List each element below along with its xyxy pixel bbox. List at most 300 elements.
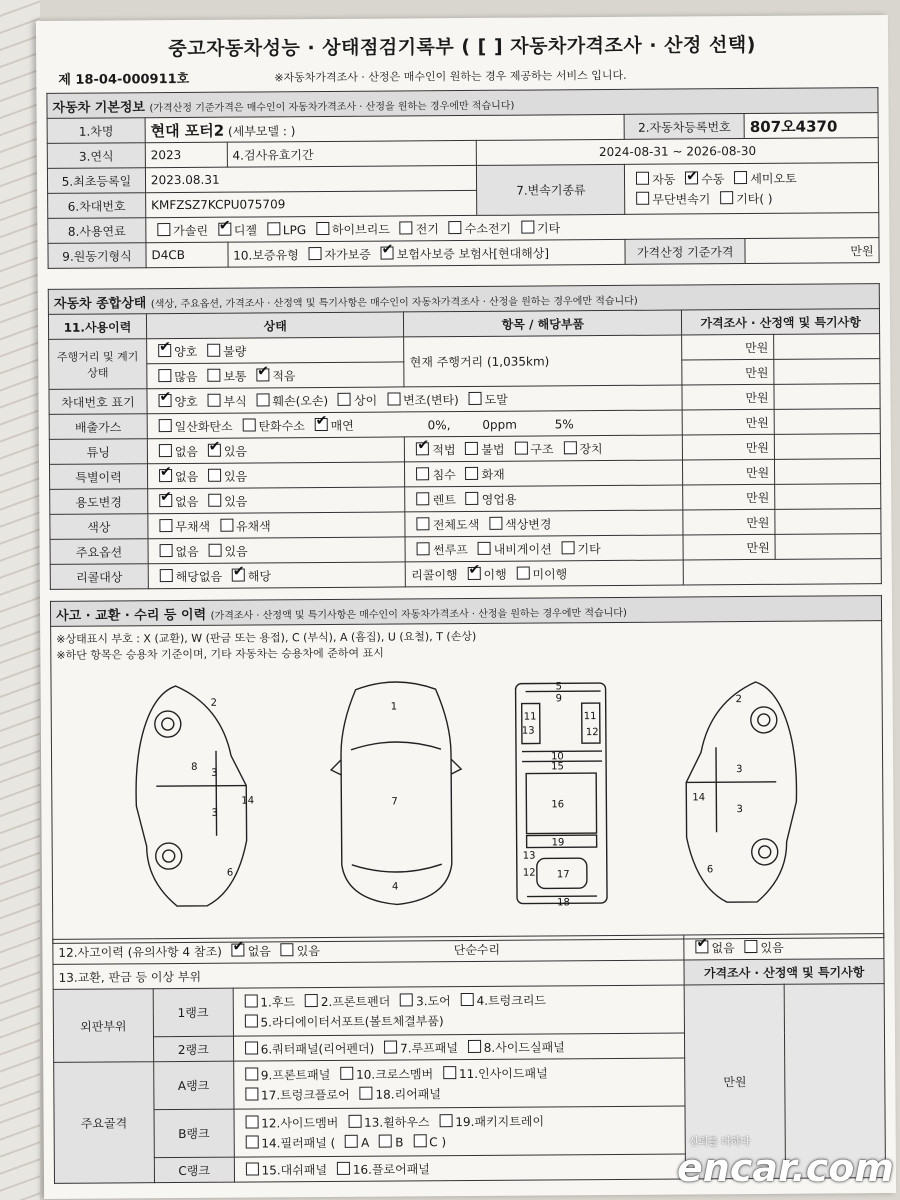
part-number-8-left: 8	[191, 761, 198, 773]
accident-label: 12.사고이력 (유의사항 4 참조)	[58, 944, 222, 960]
emission-smoke: 매연	[330, 418, 354, 433]
checkbox-recall-not-done[interactable]	[516, 566, 529, 579]
pillar-c: C )	[429, 1134, 447, 1149]
checkbox-flood[interactable]	[416, 467, 429, 480]
rankC-items	[234, 1154, 686, 1182]
tuning-none: 없음	[174, 444, 199, 459]
part-number-7: 7	[391, 796, 398, 808]
part-number-3b-right: 3	[736, 804, 743, 816]
vin-mismatch: 상이	[353, 393, 378, 408]
checkbox-color-change[interactable]	[489, 516, 502, 529]
insurer-name: 보험사[현대해상]	[458, 245, 550, 261]
inspection-record-sheet	[36, 15, 896, 1199]
checkbox-dash-panel[interactable]	[245, 1162, 258, 1175]
vin-note	[774, 384, 880, 410]
trans-opt-auto: 자동	[652, 172, 676, 187]
exchange-price-col: 가격조사 · 산정액 및 특기사항	[684, 959, 884, 985]
checkbox-vin-mismatch[interactable]	[338, 392, 351, 405]
tuning-illegal: 불법	[481, 442, 505, 457]
background-edge	[0, 0, 40, 1200]
vin-price-unit: 만원	[682, 384, 774, 410]
part-number-14-right: 14	[692, 792, 706, 804]
part-inside-panel: 11.인사이드패널	[458, 1065, 548, 1081]
use-change-rent: 렌트	[432, 492, 456, 507]
checkbox-achromatic[interactable]	[159, 519, 172, 532]
accident-none: 없음	[247, 943, 271, 959]
part-number-12-rear-left: 12	[522, 867, 536, 879]
checkbox-use-change-yes[interactable]	[208, 493, 221, 506]
car-name: 현대 포터2	[150, 121, 225, 140]
checkbox-navigation[interactable]	[478, 541, 491, 554]
basic-info-table	[46, 87, 879, 269]
pillar-b: B	[395, 1134, 404, 1150]
tuning-legal: 적법	[432, 442, 456, 457]
checkbox-recall-na[interactable]	[160, 569, 173, 582]
mileage-normal: 보통	[223, 369, 247, 384]
emission-co-value: 0%,	[427, 417, 451, 432]
warranty-insurer: 보험사보증	[396, 246, 455, 261]
recall-done-no: 미이행	[532, 566, 568, 582]
checkbox-lpg[interactable]	[267, 222, 280, 235]
mileage-high: 많음	[174, 369, 198, 384]
part-number-3b-left: 3	[211, 807, 218, 819]
trans-opt-semi: 세미오토	[750, 171, 797, 186]
special-none: 없음	[174, 469, 199, 484]
checkbox-smoke[interactable]	[315, 417, 328, 430]
color-state	[148, 512, 406, 539]
checkbox-radiator-support[interactable]	[244, 1014, 257, 1027]
document-title: 중고자동차성능 · 상태점검기록부 ( [ ] 자동차가격조사 · 산정 선택)	[168, 33, 756, 61]
mileage-label: 주행거리 및 계기상태	[49, 339, 147, 390]
checkbox-full-paint[interactable]	[417, 517, 430, 530]
checkbox-door[interactable]	[400, 993, 413, 1006]
rankC-label: C랭크	[154, 1157, 234, 1183]
emission-co: 일산화탄소	[174, 419, 233, 434]
engine-value: D4CB	[146, 242, 228, 268]
checkbox-tuning-yes[interactable]	[208, 443, 221, 456]
fuel-electric: 전기	[415, 221, 439, 236]
fuel-lpg: LPG	[282, 222, 307, 237]
document-number: 제 18-04-000911호	[58, 71, 190, 88]
recall-label: 리콜대상	[50, 564, 148, 590]
special-label: 특별이력	[49, 464, 147, 490]
part-rear-panel: 18.리어패널	[375, 1086, 441, 1102]
tuning-items	[405, 435, 683, 462]
use-change-items	[405, 485, 683, 512]
checkbox-option-yes[interactable]	[208, 543, 221, 556]
warranty-label: 10.보증유형	[233, 247, 299, 263]
option-items	[405, 535, 683, 562]
price-basis-unit: 만원	[745, 238, 879, 264]
checkbox-accident-none[interactable]	[232, 943, 245, 956]
checkbox-hc[interactable]	[242, 418, 255, 431]
rank1-items	[233, 985, 685, 1036]
overall-section-note: (색상, 주요옵션, 가격조사 · 산정액 및 특기사항은 매수인이 자동차가격조사 · 산정을 원하는 경우에만 적습니다)	[150, 295, 638, 310]
right-front-wheel	[751, 707, 777, 733]
rankA-label: A랭크	[153, 1061, 233, 1110]
trans-options	[625, 163, 879, 215]
tuning-yes: 있음	[223, 444, 248, 459]
vin-corrosion: 부식	[223, 394, 247, 409]
rank2-label: 2랭크	[153, 1036, 233, 1062]
checkbox-electric[interactable]	[400, 221, 413, 234]
rankB-items	[234, 1106, 686, 1157]
tuning-price-unit: 만원	[682, 434, 774, 460]
reg-no-label: 2.자동차등록번호	[624, 114, 744, 140]
mileage-note-1	[774, 334, 880, 360]
special-note	[775, 459, 881, 485]
part-number-1: 1	[390, 701, 398, 713]
trans-opt-other: 기타( )	[736, 191, 773, 206]
accident-yes: 있음	[296, 943, 320, 958]
part-number-12-front-right: 12	[585, 727, 599, 739]
checkbox-self-warranty[interactable]	[308, 247, 321, 260]
recall-yes: 해당	[247, 568, 272, 584]
mileage-state-1	[147, 337, 405, 364]
part-radiator-support: 5.라디에이터서포트(볼트체결부품)	[260, 1013, 444, 1029]
part-front-panel: 9.프론트패널	[260, 1067, 331, 1082]
part-number-17: 17	[556, 869, 570, 881]
emission-price-unit: 만원	[682, 409, 774, 435]
year-value: 2023	[145, 142, 227, 168]
part-number-13-front-left: 13	[521, 725, 535, 737]
checkbox-tuning-illegal[interactable]	[465, 441, 478, 454]
recall-done	[406, 560, 684, 587]
special-price-unit: 만원	[683, 459, 775, 485]
part-number-3-right: 3	[736, 764, 743, 776]
checkbox-vin-good[interactable]	[158, 394, 171, 407]
checkbox-package-tray[interactable]	[439, 1114, 452, 1127]
part-number-16: 16	[551, 799, 565, 811]
exchange-price-unit: 만원	[684, 984, 785, 1179]
part-quarter-panel: 6.쿼터패널(리어펜더)	[260, 1041, 375, 1056]
col-state: 상태	[146, 312, 404, 339]
part-hood: 1.후드	[260, 994, 296, 1009]
recall-done-label: 리콜이행	[411, 567, 458, 582]
mileage-good: 양호	[174, 344, 198, 359]
rank2-items	[233, 1033, 685, 1061]
checkbox-option-none[interactable]	[159, 544, 172, 557]
fuel-diesel: 디젤	[233, 222, 258, 238]
checkbox-pillar-panel[interactable]	[245, 1135, 258, 1148]
special-items	[405, 460, 683, 487]
checkbox-tuning-legal[interactable]	[416, 442, 429, 455]
col-price: 가격조사 · 산정액 및 특기사항	[682, 309, 880, 335]
color-full-paint: 전체도색	[432, 517, 480, 532]
part-number-6-left: 6	[226, 867, 234, 879]
part-number-11-left: 11	[523, 711, 537, 723]
checkbox-hybrid[interactable]	[316, 221, 329, 234]
checkbox-diesel[interactable]	[218, 222, 231, 235]
checkbox-repair-yes[interactable]	[744, 939, 757, 952]
use-change-none: 없음	[175, 494, 199, 509]
checkbox-tuning-structure[interactable]	[514, 441, 527, 454]
part-pillar-panel: 14.필러패널 (	[261, 1135, 336, 1150]
part-floor-panel: 16.플로어패널	[352, 1161, 430, 1177]
recall-note	[683, 559, 881, 585]
checkbox-special-none[interactable]	[159, 469, 172, 482]
basic-section-title: 자동차 기본정보	[52, 99, 145, 116]
fuel-other: 기타	[536, 220, 561, 235]
color-achromatic: 무채색	[175, 519, 211, 534]
service-note: ※자동차가격조사 · 산정은 매수인이 원하는 경우 제공하는 서비스 입니다.	[274, 68, 627, 85]
vin-label: 6.차대번호	[48, 193, 146, 219]
checkbox-mileage-good[interactable]	[158, 344, 171, 357]
checkbox-accident-yes[interactable]	[281, 943, 294, 956]
simple-repair-options	[684, 934, 884, 960]
insp-label: 4.검사유효기간	[227, 140, 477, 167]
reg-no: 807오4370	[744, 113, 878, 139]
checkbox-fuel-other[interactable]	[521, 220, 534, 233]
car-name-label: 1.차명	[47, 118, 145, 144]
checkbox-mileage-low[interactable]	[256, 368, 269, 381]
color-label: 색상	[50, 514, 148, 540]
legend-line-1: ※상태표시 부호 : X (교환), W (판금 또는 용접), C (부식), A (흠집), U (요철), T (손상)	[56, 629, 477, 646]
col-history: 11.사용이력	[48, 314, 146, 340]
diagram-cell	[51, 621, 884, 944]
fuel-gasoline: 가솔린	[173, 223, 209, 238]
part-front-fender: 2.프론트펜더	[320, 994, 391, 1009]
option-other: 기타	[577, 541, 601, 556]
option-navigation: 내비게이션	[493, 541, 552, 557]
special-fire: 화재	[481, 467, 505, 482]
rankB-label: B랭크	[154, 1109, 234, 1158]
checkbox-quarter-panel[interactable]	[245, 1041, 258, 1054]
left-front-wheel	[155, 711, 181, 737]
mileage-price-unit-2: 만원	[682, 359, 774, 385]
year-label: 3.연식	[47, 143, 145, 169]
use-change-label: 용도변경	[50, 489, 148, 515]
emission-note	[774, 409, 880, 435]
part-dash-panel: 15.대쉬패널	[261, 1162, 328, 1177]
part-roof-panel: 7.루프패널	[400, 1040, 458, 1055]
special-state	[147, 462, 405, 489]
part-number-2-left: 2	[210, 697, 218, 709]
use-change-price-unit: 만원	[683, 484, 775, 510]
checkbox-vin-corrosion[interactable]	[207, 393, 220, 406]
emission-hc-value: 0ppm	[482, 417, 517, 432]
accident-section-note: (가격조사 · 산정액 및 특기사항은 매수인이 자동차가격조사 · 산정을 원하는 경우에만 적습니다)	[210, 607, 627, 622]
first-reg-label: 5.최초등록일	[47, 168, 145, 194]
checkbox-roof-panel[interactable]	[384, 1040, 397, 1053]
vin-good: 양호	[174, 394, 198, 409]
option-price-unit: 만원	[683, 534, 775, 560]
mileage-bad: 불량	[223, 344, 247, 359]
checkbox-trunk-lid[interactable]	[461, 992, 474, 1005]
part-number-14-left: 14	[241, 795, 255, 807]
repair-yes: 있음	[760, 940, 784, 955]
mileage-price-unit-1: 만원	[682, 334, 774, 360]
part-number-2-right: 2	[735, 694, 743, 706]
mileage-low: 적음	[272, 368, 296, 383]
checkbox-repair-none[interactable]	[695, 940, 708, 953]
option-label: 주요옵션	[50, 539, 148, 565]
checkbox-cross-member[interactable]	[340, 1066, 353, 1079]
checkbox-inside-panel[interactable]	[443, 1066, 456, 1079]
first-reg-value: 2023.08.31	[145, 165, 477, 192]
option-note	[775, 534, 881, 560]
checkbox-commercial[interactable]	[466, 491, 479, 504]
simple-repair-label: 단순수리	[453, 942, 501, 957]
price-basis-label: 가격산정 기준가격	[625, 239, 745, 265]
option-sunroof: 썬루프	[433, 542, 468, 557]
left-rear-wheel	[156, 843, 182, 869]
checkbox-co[interactable]	[159, 419, 172, 432]
checkbox-gasoline[interactable]	[157, 223, 170, 236]
emission-hc: 탄화수소	[258, 418, 305, 433]
use-change-state	[148, 487, 406, 514]
color-chromatic: 유채색	[235, 518, 271, 534]
exchange-label: 13.교환, 판금 등 이상 부위	[53, 960, 684, 989]
warranty-self: 자가보증	[324, 247, 371, 262]
part-side-member: 12.사이드멤버	[261, 1115, 339, 1130]
part-number-9: 9	[555, 693, 563, 705]
option-yes: 있음	[224, 544, 248, 559]
insp-period: 2024-08-31 ~ 2026-08-30	[477, 138, 879, 166]
vin-painted: 도말	[484, 392, 508, 407]
part-number-4: 4	[391, 881, 399, 893]
color-price-unit: 만원	[683, 509, 775, 535]
use-change-yes: 있음	[224, 494, 248, 509]
checkbox-auto[interactable]	[636, 171, 649, 184]
basic-section-note: (가격산정 기준가격은 매수인이 자동차가격조사 · 산정을 원하는 경우에만 적습니다)	[149, 100, 515, 114]
recall-na: 해당없음	[175, 569, 223, 584]
part-number-10: 10	[551, 751, 564, 763]
part-side-sill: 8.사이드실패널	[483, 1039, 565, 1055]
part-number-15: 15	[551, 761, 564, 773]
checkbox-mileage-normal[interactable]	[207, 368, 220, 381]
col-item: 항목 / 해당부품	[404, 310, 682, 337]
checkbox-sunroof[interactable]	[417, 542, 430, 555]
accident-section-title: 사고 · 교환 · 수리 등 이력	[55, 607, 207, 624]
frame-label: 주요골격	[54, 1062, 155, 1184]
fuel-hydrogen: 수소전기	[464, 221, 512, 236]
checkbox-wheel-house[interactable]	[348, 1114, 361, 1127]
checkbox-chromatic[interactable]	[220, 518, 233, 531]
checkbox-mileage-high[interactable]	[158, 369, 171, 382]
checkbox-tuning-none[interactable]	[159, 444, 172, 457]
tuning-state	[147, 437, 405, 464]
checkbox-recall-done[interactable]	[467, 566, 480, 579]
use-change-note	[775, 484, 881, 510]
pillar-a: A	[361, 1135, 370, 1150]
vin-value: KMFZSZ7KCPU075709	[145, 190, 477, 217]
checkbox-tuning-device[interactable]	[563, 441, 576, 454]
part-number-6-right: 6	[706, 864, 714, 876]
vin-mark-options	[147, 385, 682, 414]
vin-altered: 변조(변타)	[403, 392, 459, 407]
checkbox-vin-damage[interactable]	[256, 393, 269, 406]
checkbox-fire[interactable]	[466, 466, 479, 479]
checkbox-hydrogen[interactable]	[449, 221, 462, 234]
part-wheel-house: 13.휠하우스	[364, 1114, 430, 1130]
vin-mark-label: 차대번호 표기	[49, 389, 147, 415]
checkbox-trunk-floor[interactable]	[245, 1087, 258, 1100]
engine-label: 9.원동기형식	[48, 243, 146, 269]
tuning-structure: 구조	[530, 441, 554, 457]
use-change-commercial: 영업용	[481, 492, 517, 507]
mileage-note-2	[774, 359, 880, 385]
part-number-19: 19	[551, 837, 565, 849]
car-damage-diagram	[55, 661, 879, 937]
checkbox-hood[interactable]	[244, 994, 257, 1007]
checkbox-manual[interactable]	[685, 171, 698, 184]
part-trunk-lid: 4.트렁크리드	[476, 992, 547, 1008]
part-package-tray: 19.패키지트레이	[455, 1113, 545, 1129]
outer-panel-label: 외판부위	[53, 989, 153, 1063]
checkbox-floor-panel[interactable]	[337, 1161, 350, 1174]
checkbox-front-fender[interactable]	[305, 994, 318, 1007]
checkbox-trans-other[interactable]	[720, 191, 733, 204]
trans-opt-cvt: 무단변속기	[652, 191, 711, 207]
checkbox-insurer-warranty[interactable]	[381, 246, 394, 259]
checkbox-semi-auto[interactable]	[734, 171, 747, 184]
recall-done-yes: 이행	[483, 567, 507, 582]
special-flood: 침수	[432, 467, 456, 482]
color-note	[775, 509, 881, 535]
option-none: 없음	[175, 544, 199, 559]
part-number-3-left: 3	[211, 767, 218, 779]
checkbox-rent[interactable]	[417, 492, 430, 505]
option-state	[148, 537, 406, 564]
mileage-state-2	[147, 362, 405, 389]
rank1-label: 1랭크	[153, 988, 233, 1037]
checkbox-cvt[interactable]	[636, 191, 649, 204]
car-top-view	[331, 682, 463, 905]
legend-line-2: ※하단 항목은 승용차 기준이며, 기타 자동차는 승용차에 준하여 표시	[56, 646, 384, 662]
checkbox-use-change-none[interactable]	[159, 494, 172, 507]
fuel-hybrid: 하이브리드	[331, 222, 390, 237]
checkbox-mileage-bad[interactable]	[207, 343, 220, 356]
checkbox-recall-yes[interactable]	[232, 568, 245, 581]
recall-state	[148, 562, 406, 589]
checkbox-rear-panel[interactable]	[359, 1086, 372, 1099]
vin-damage: 훼손(오손)	[272, 393, 329, 408]
part-cross-member: 10.크로스멤버	[356, 1066, 434, 1082]
tuning-note	[774, 434, 880, 460]
repair-none: 없음	[711, 940, 735, 955]
checkbox-side-member[interactable]	[245, 1115, 258, 1128]
encar-watermark-logo: encar.com	[677, 1146, 894, 1190]
emission-row	[147, 410, 682, 439]
trans-label: 7.변속기종류	[477, 164, 625, 215]
part-number-18: 18	[557, 897, 570, 909]
watermark-slogan: 신뢰를 더하다	[688, 1137, 750, 1148]
checkbox-pillar-b[interactable]	[379, 1134, 392, 1147]
checkbox-vin-altered[interactable]	[387, 392, 400, 405]
checkbox-front-panel[interactable]	[245, 1067, 258, 1080]
checkbox-pillar-a[interactable]	[345, 1134, 358, 1147]
special-yes: 있음	[223, 469, 248, 484]
car-sub-model: (세부모델 : )	[227, 123, 296, 139]
checkbox-special-yes[interactable]	[208, 468, 221, 481]
part-number-11-right: 11	[583, 711, 597, 723]
checkbox-vin-painted[interactable]	[469, 391, 482, 404]
right-rear-wheel	[752, 839, 778, 865]
warranty-cell	[228, 239, 626, 267]
part-trunk-floor: 17.트렁크플로어	[260, 1087, 350, 1102]
fuel-label: 8.사용연료	[48, 218, 146, 244]
tuning-device: 장치	[579, 441, 603, 456]
checkbox-side-sill[interactable]	[468, 1039, 481, 1052]
overall-section-title: 자동차 종합상태	[53, 295, 147, 312]
trans-opt-manual: 수동	[701, 171, 725, 186]
accident-header-table	[50, 595, 884, 944]
emission-smoke-value: 5%	[554, 416, 574, 431]
checkbox-option-other[interactable]	[561, 541, 574, 554]
color-items	[405, 510, 683, 537]
checkbox-pillar-c[interactable]	[413, 1134, 426, 1147]
